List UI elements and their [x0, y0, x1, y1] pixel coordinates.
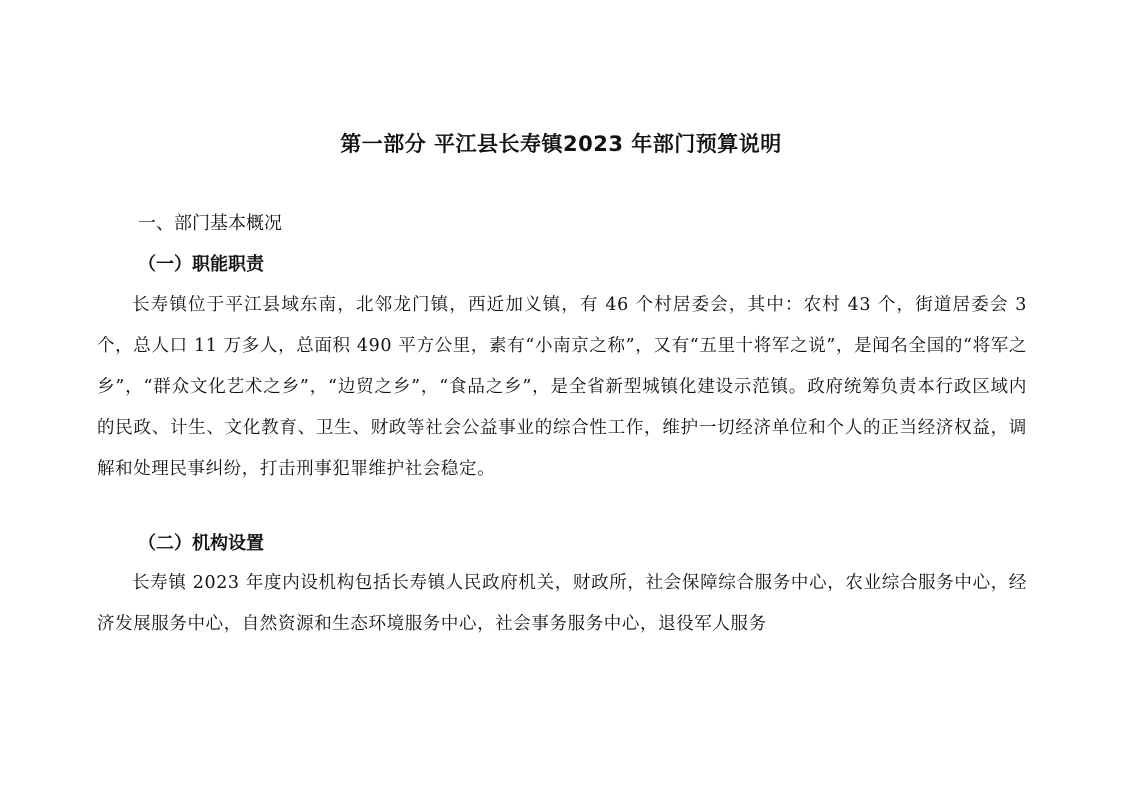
duties-paragraph: 长寿镇位于平江县域东南，北邻龙门镇，西近加义镇，有 46 个村居委会，其中：农村 43 个，街道居委会 3 个，总人口 11 万多人，总面积 490 平方公里，素有“小南京之称”，又有“五里十将军之说”，是闻名全国的“将军之乡”，“群众文化艺术之乡”，“边贸之乡”，“食品之乡”，是全省新型城镇化建设示范镇。政府统筹负责本行政区域内的民政、计生、文化教育、卫生、财政等社会公益事业的综合性工作，维护一切经济单位和个人的正当经济权益，调解和处理民事纠纷，打击刑事犯罪维护社会稳定。 [97, 295, 1027, 479]
subsection-heading-duties: （一）职能职责 [138, 254, 264, 275]
section-heading-department-overview: 一、部门基本概况 [138, 213, 282, 234]
subsection-heading-organization: （二）机构设置 [138, 533, 264, 554]
organization-paragraph: 长寿镇 2023 年度内设机构包括长寿镇人民政府机关，财政所，社会保障综合服务中心，农业综合服务中心，经济发展服务中心，自然资源和生态环境服务中心，社会事务服务中心，退役军人服务 [97, 573, 1027, 634]
document-title: 第一部分 平江县长寿镇2023 年部门预算说明 [340, 132, 782, 156]
